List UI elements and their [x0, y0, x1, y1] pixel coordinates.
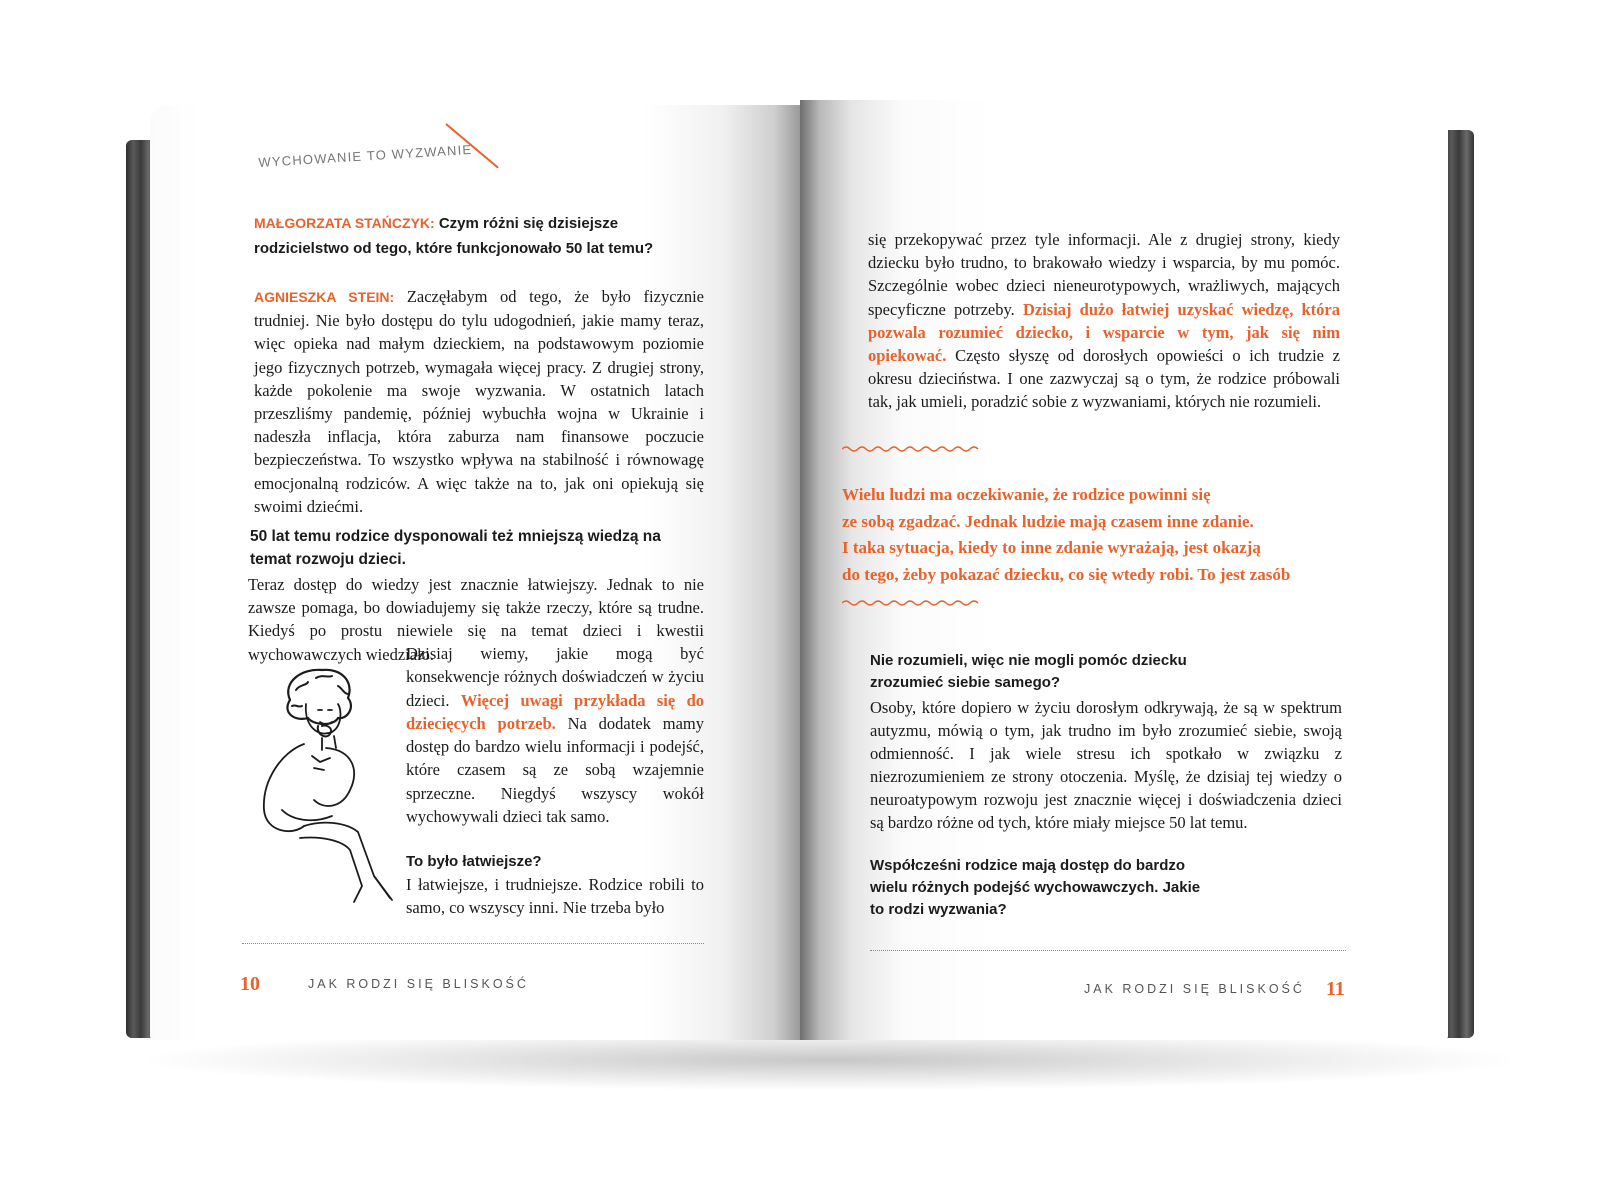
pull-quote-line: ze sobą zgadzać. Jednak ludzie mają czasem inne zdanie.: [842, 511, 1254, 531]
question-text: Czym różni się dzisiejsze rodzicielstwo od tego, które funkcjonowało 50 lat temu?: [254, 215, 654, 257]
question-4: Nie rozumieli, więc nie mogli pomóc dziecku zrozumieć siebie samego?: [870, 652, 1187, 691]
footer-rule: [242, 943, 704, 944]
page-edges-right: [1444, 130, 1474, 1038]
speaker-name: AGNIESZKA STEIN:: [254, 289, 395, 305]
pull-quote-line: I taka sytuacja, kiedy to inne zdanie wyrażają, jest okazją: [842, 538, 1261, 557]
continued-answer: [868, 228, 1340, 414]
wave-divider-top: [842, 444, 984, 454]
book-title: JAK RODZI SIĘ BLISKOŚĆ: [1084, 982, 1305, 996]
answer-text: Zaczęłabym od tego, że było fizycznie trudniej. Nie było dostępu do tylu udogodnień, jakie mamy teraz, więc opieka nad małym dzieckiem, na podstawowym poziomie jego fizycznych potrzeb, wymagała więcej pracy. Z drugiej strony, każde pokolenie ma swoje wyzwania. W ostatnich latach przeszliśmy pandemię, później wybuchła wojna w Ukrainie i nadeszła inflacja, która zaburza nam finansowe poczucie bezpieczeństwa. To wszystko wpływa na stabilność i równowagę emocjonalną rodziców. A więc także na to, jak oni opiekują się swoimi dziećmi.: [254, 287, 704, 516]
book-title: JAK RODZI SIĘ BLISKOŚĆ: [308, 977, 529, 991]
right-page: [800, 100, 1448, 1040]
pull-quote-line: Wielu ludzi ma oczekiwanie, że rodzice powinni się: [842, 485, 1211, 504]
footer-rule: [870, 950, 1346, 951]
wave-divider-bottom: [842, 598, 984, 608]
question-3: To było łatwiejsze?: [406, 853, 542, 870]
answer-1: [254, 285, 704, 518]
answer-text: Dzisiaj wiemy, jakie mogą być konsekwencje różnych doświadczeń w życiu dzieci.: [406, 644, 704, 710]
question-2: 50 lat temu rodzice dysponowali też mniejszą wiedzą na temat rozwoju dzieci.: [250, 528, 661, 568]
question-5: Współcześni rodzice mają dostęp do bardzo wielu różnych podejść wychowawczych. Jakie to rodzi wyzwania?: [870, 857, 1201, 918]
question-1: [254, 211, 704, 261]
page-number: 10: [240, 973, 260, 995]
page-number: 11: [1326, 978, 1345, 1000]
speaker-name: MAŁGORZATA STAŃCZYK:: [254, 215, 435, 231]
answer-text: Często słyszę od dorosłych opowieści o ich trudzie z okresu dzieciństwa. I one zazwyczaj są o tym, że rodzice próbowali tak, jak umieli, poradzić sobie z wyzwaniami, których nie rozumieli.: [868, 346, 1341, 412]
answer-2-full: Teraz dostęp do wiedzy jest znacznie łatwiejszy. Jednak to nie zawsze pomaga, bo dowiadujemy się także rzeczy, które są trudne. Kiedyś po prostu niewiele się na temat dzieci i kwestii wychowawczych wiedziało.: [248, 575, 704, 664]
illustration-woman-sitting-icon: [242, 660, 402, 910]
highlight-text: Dzisiaj dużo łatwiej uzyskać wiedzę, która pozwala rozumieć dziecko, i wsparcie w tym, jak się nim opiekować.: [868, 299, 1341, 366]
pull-quote-line: do tego, żeby pokazać dziecku, co się wtedy robi. To jest zasób: [842, 564, 1291, 584]
answer-2-narrow: [406, 642, 704, 828]
answer-text: się przekopywać przez tyle informacji. Ale z drugiej strony, kiedy dziecku było trudno, to brakowało wiedzy i wsparcia, by mu pomóc. Szczególnie wobec dzieci nieneurotypowych, wrażliwych, mających specyficzne potrzeby.: [868, 230, 1340, 319]
answer-3: I łatwiejsze, i trudniejsze. Rodzice robili to samo, co wszyscy inni. Nie trzeba było: [406, 875, 704, 918]
answer-text: Na dodatek mamy dostęp do bardzo wielu informacji i podejść, które czasem są ze sobą wzajemnie sprzeczne. Niegdyś wszyscy wokół wychowywali dzieci tak samo.: [406, 713, 704, 827]
left-page: [150, 105, 800, 1040]
running-head: WYCHOWANIE TO WYZWANIE: [258, 141, 473, 170]
highlight-text: Więcej uwagi przykłada się do dziecięcych potrzeb.: [406, 690, 704, 733]
answer-4: Osoby, które dopiero w życiu dorosłym odkrywają, że są w spektrum autyzmu, mówią o tym, jak trudno im było zrozumieć siebie, swoją odmienność. I jak wiele stresu ich spotkało w związku z niezrozumieniem ze strony otoczenia. Myślę, że dzisiaj tej wiedzy o neuroatypowym rozwoju jest znacznie więcej i doświadczenia dzieci są bardzo różne od tych, które miały miejsce 50 lat temu.: [870, 698, 1342, 832]
pull-quote: [842, 482, 1402, 588]
